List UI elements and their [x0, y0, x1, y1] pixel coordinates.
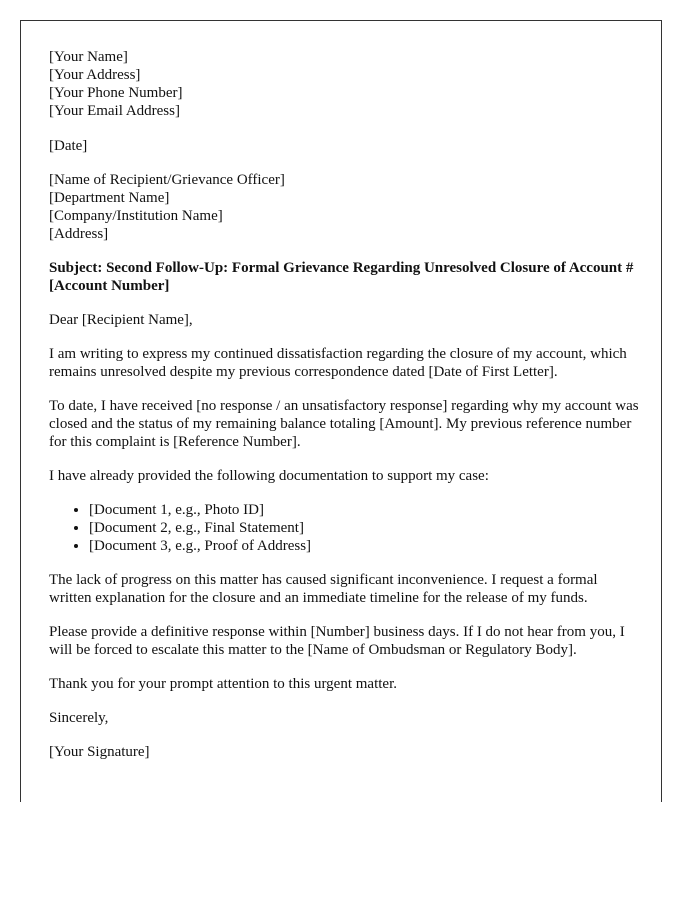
recipient-block	[49, 171, 639, 243]
paragraph: Thank you for your prompt attention to this urgent matter.	[49, 676, 397, 692]
recipient-address: [Address]	[49, 226, 109, 242]
paragraph: I am writing to express my continued dissatisfaction regarding the closure of my account, which remains unresolved despite my previous correspondence dated [Date of First Letter].	[49, 346, 627, 380]
sender-email: [Your Email Address]	[49, 103, 180, 119]
list-item: • [Document 3, e.g., Proof of Address]	[89, 537, 639, 555]
subject-line: Subject: Second Follow-Up: Formal Grievance Regarding Unresolved Closure of Account #[Account Number]	[49, 260, 634, 294]
letter-body	[49, 48, 639, 777]
sender-address: [Your Address]	[49, 67, 141, 83]
list-item: • [Document 2, e.g., Final Statement]	[89, 519, 639, 537]
closing: Sincerely,	[49, 710, 109, 726]
paragraph: Please provide a definitive response within [Number] business days. If I do not hear from you, I will be forced to escalate this matter to the [Name of Ombudsman or Regulatory Body].	[49, 624, 625, 658]
paragraph: I have already provided the following documentation to support my case:	[49, 468, 489, 484]
salutation: Dear [Recipient Name],	[49, 312, 193, 328]
paragraph: The lack of progress on this matter has caused significant inconvenience. I request a formal written explanation for the closure and an immediate timeline for the release of my funds.	[49, 572, 598, 606]
letter-page	[20, 20, 662, 802]
recipient-name: [Name of Recipient/Grievance Officer]	[49, 172, 285, 188]
paragraph: To date, I have received [no response / an unsatisfactory response] regarding why my account was closed and the status of my remaining balance totaling [Amount]. My previous reference number for this complaint is [Reference Number].	[49, 398, 639, 450]
sender-phone: [Your Phone Number]	[49, 85, 183, 101]
recipient-company: [Company/Institution Name]	[49, 208, 223, 224]
sender-name: [Your Name]	[49, 49, 128, 65]
list-item: • [Document 1, e.g., Photo ID]	[89, 501, 639, 519]
sender-block	[49, 48, 639, 120]
signature: [Your Signature]	[49, 744, 150, 760]
recipient-department: [Department Name]	[49, 190, 170, 206]
document-list	[49, 501, 639, 555]
letter-date: [Date]	[49, 138, 88, 154]
